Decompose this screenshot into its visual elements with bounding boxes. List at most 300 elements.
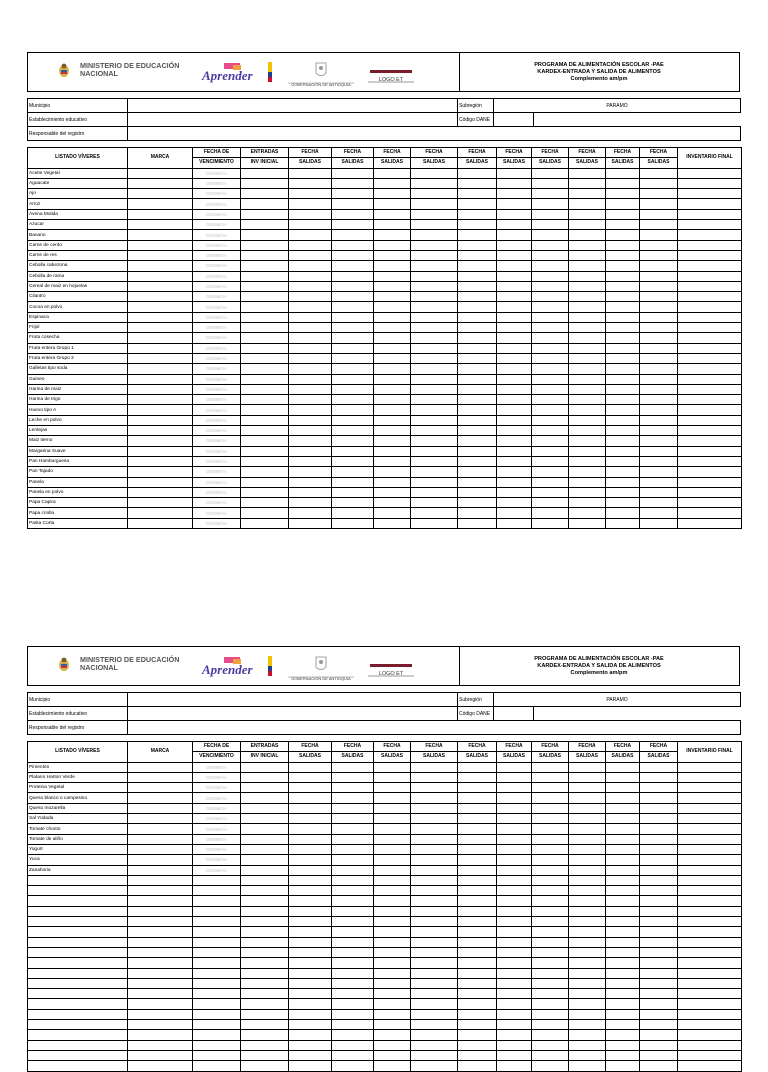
entradas-cell[interactable] xyxy=(241,1050,289,1060)
salidas-cell[interactable] xyxy=(569,783,606,793)
vencimiento-cell[interactable]: DD/MM/AA xyxy=(193,508,241,518)
inventario-final-cell[interactable] xyxy=(678,968,742,978)
entradas-cell[interactable] xyxy=(241,1020,289,1030)
salidas-cell[interactable] xyxy=(532,1040,569,1050)
salidas-cell[interactable] xyxy=(289,271,332,281)
salidas-cell[interactable] xyxy=(606,395,640,405)
vencimiento-cell[interactable] xyxy=(193,1020,241,1030)
salidas-cell[interactable] xyxy=(606,824,640,834)
salidas-cell[interactable] xyxy=(606,1030,640,1040)
salidas-cell[interactable] xyxy=(289,999,332,1009)
salidas-cell[interactable] xyxy=(374,886,411,896)
entradas-cell[interactable] xyxy=(241,343,289,353)
marca-cell[interactable] xyxy=(128,1009,193,1019)
salidas-cell[interactable] xyxy=(569,426,606,436)
salidas-cell[interactable] xyxy=(569,199,606,209)
salidas-cell[interactable] xyxy=(569,1030,606,1040)
salidas-cell[interactable] xyxy=(606,803,640,813)
salidas-cell[interactable] xyxy=(606,937,640,947)
entradas-cell[interactable] xyxy=(241,395,289,405)
marca-cell[interactable] xyxy=(128,875,193,885)
salidas-cell[interactable] xyxy=(569,189,606,199)
salidas-cell[interactable] xyxy=(569,353,606,363)
salidas-cell[interactable] xyxy=(532,1020,569,1030)
salidas-cell[interactable] xyxy=(332,927,374,937)
salidas-cell[interactable] xyxy=(374,405,411,415)
salidas-cell[interactable] xyxy=(640,364,678,374)
marca-cell[interactable] xyxy=(128,168,193,178)
salidas-cell[interactable] xyxy=(289,281,332,291)
vencimiento-cell[interactable]: DD/MM/AA xyxy=(193,793,241,803)
salidas-cell[interactable] xyxy=(374,1020,411,1030)
salidas-cell[interactable] xyxy=(606,498,640,508)
salidas-cell[interactable] xyxy=(532,886,569,896)
salidas-cell[interactable] xyxy=(332,1030,374,1040)
salidas-cell[interactable] xyxy=(497,446,532,456)
salidas-cell[interactable] xyxy=(332,793,374,803)
entradas-cell[interactable] xyxy=(241,333,289,343)
salidas-cell[interactable] xyxy=(606,178,640,188)
salidas-cell[interactable] xyxy=(374,364,411,374)
salidas-cell[interactable] xyxy=(640,978,678,988)
inventario-final-cell[interactable] xyxy=(678,844,742,854)
salidas-cell[interactable] xyxy=(332,199,374,209)
entradas-cell[interactable] xyxy=(241,405,289,415)
salidas-cell[interactable] xyxy=(411,937,458,947)
responsable-field[interactable] xyxy=(128,721,741,735)
salidas-cell[interactable] xyxy=(411,762,458,772)
vencimiento-cell[interactable] xyxy=(193,1030,241,1040)
salidas-cell[interactable] xyxy=(458,426,497,436)
salidas-cell[interactable] xyxy=(640,999,678,1009)
salidas-cell[interactable] xyxy=(497,824,532,834)
salidas-cell[interactable] xyxy=(374,209,411,219)
salidas-cell[interactable] xyxy=(289,220,332,230)
salidas-cell[interactable] xyxy=(458,896,497,906)
salidas-cell[interactable] xyxy=(411,814,458,824)
salidas-cell[interactable] xyxy=(497,487,532,497)
salidas-cell[interactable] xyxy=(606,518,640,528)
salidas-cell[interactable] xyxy=(532,426,569,436)
salidas-cell[interactable] xyxy=(640,323,678,333)
salidas-cell[interactable] xyxy=(532,374,569,384)
salidas-cell[interactable] xyxy=(569,250,606,260)
marca-cell[interactable] xyxy=(128,1061,193,1071)
salidas-cell[interactable] xyxy=(569,240,606,250)
salidas-cell[interactable] xyxy=(569,875,606,885)
salidas-cell[interactable] xyxy=(332,844,374,854)
salidas-cell[interactable] xyxy=(497,1009,532,1019)
salidas-cell[interactable] xyxy=(640,384,678,394)
inventario-final-cell[interactable] xyxy=(678,271,742,281)
salidas-cell[interactable] xyxy=(606,772,640,782)
salidas-cell[interactable] xyxy=(289,209,332,219)
salidas-cell[interactable] xyxy=(332,261,374,271)
salidas-cell[interactable] xyxy=(289,353,332,363)
salidas-cell[interactable] xyxy=(606,865,640,875)
salidas-cell[interactable] xyxy=(458,477,497,487)
salidas-cell[interactable] xyxy=(332,426,374,436)
vencimiento-cell[interactable]: DD/MM/AA xyxy=(193,803,241,813)
salidas-cell[interactable] xyxy=(289,168,332,178)
marca-cell[interactable] xyxy=(128,762,193,772)
marca-cell[interactable] xyxy=(128,783,193,793)
marca-cell[interactable] xyxy=(128,343,193,353)
salidas-cell[interactable] xyxy=(411,999,458,1009)
salidas-cell[interactable] xyxy=(332,906,374,916)
salidas-cell[interactable] xyxy=(640,762,678,772)
salidas-cell[interactable] xyxy=(458,271,497,281)
marca-cell[interactable] xyxy=(128,855,193,865)
salidas-cell[interactable] xyxy=(606,220,640,230)
salidas-cell[interactable] xyxy=(289,896,332,906)
inventario-final-cell[interactable] xyxy=(678,384,742,394)
vencimiento-cell[interactable]: DD/MM/AA xyxy=(193,395,241,405)
inventario-final-cell[interactable] xyxy=(678,323,742,333)
salidas-cell[interactable] xyxy=(289,958,332,968)
vencimiento-cell[interactable]: DD/MM/AA xyxy=(193,855,241,865)
entradas-cell[interactable] xyxy=(241,230,289,240)
salidas-cell[interactable] xyxy=(532,814,569,824)
marca-cell[interactable] xyxy=(128,989,193,999)
salidas-cell[interactable] xyxy=(458,1061,497,1071)
salidas-cell[interactable] xyxy=(374,968,411,978)
marca-cell[interactable] xyxy=(128,498,193,508)
entradas-cell[interactable] xyxy=(241,865,289,875)
salidas-cell[interactable] xyxy=(458,793,497,803)
salidas-cell[interactable] xyxy=(569,302,606,312)
salidas-cell[interactable] xyxy=(332,374,374,384)
vencimiento-cell[interactable] xyxy=(193,947,241,957)
salidas-cell[interactable] xyxy=(458,508,497,518)
salidas-cell[interactable] xyxy=(374,353,411,363)
salidas-cell[interactable] xyxy=(532,271,569,281)
marca-cell[interactable] xyxy=(128,281,193,291)
vencimiento-cell[interactable]: DD/MM/AA xyxy=(193,374,241,384)
salidas-cell[interactable] xyxy=(569,762,606,772)
salidas-cell[interactable] xyxy=(332,508,374,518)
marca-cell[interactable] xyxy=(128,261,193,271)
salidas-cell[interactable] xyxy=(569,937,606,947)
salidas-cell[interactable] xyxy=(606,487,640,497)
salidas-cell[interactable] xyxy=(569,343,606,353)
inventario-final-cell[interactable] xyxy=(678,487,742,497)
salidas-cell[interactable] xyxy=(332,875,374,885)
salidas-cell[interactable] xyxy=(458,323,497,333)
vencimiento-cell[interactable] xyxy=(193,886,241,896)
salidas-cell[interactable] xyxy=(532,384,569,394)
marca-cell[interactable] xyxy=(128,978,193,988)
salidas-cell[interactable] xyxy=(289,250,332,260)
salidas-cell[interactable] xyxy=(532,999,569,1009)
salidas-cell[interactable] xyxy=(411,189,458,199)
salidas-cell[interactable] xyxy=(569,364,606,374)
salidas-cell[interactable] xyxy=(532,467,569,477)
salidas-cell[interactable] xyxy=(411,333,458,343)
inventario-final-cell[interactable] xyxy=(678,834,742,844)
salidas-cell[interactable] xyxy=(411,250,458,260)
salidas-cell[interactable] xyxy=(532,855,569,865)
salidas-cell[interactable] xyxy=(374,415,411,425)
salidas-cell[interactable] xyxy=(458,518,497,528)
salidas-cell[interactable] xyxy=(332,240,374,250)
salidas-cell[interactable] xyxy=(606,978,640,988)
marca-cell[interactable] xyxy=(128,947,193,957)
inventario-final-cell[interactable] xyxy=(678,281,742,291)
salidas-cell[interactable] xyxy=(374,498,411,508)
inventario-final-cell[interactable] xyxy=(678,467,742,477)
salidas-cell[interactable] xyxy=(532,292,569,302)
salidas-cell[interactable] xyxy=(289,968,332,978)
salidas-cell[interactable] xyxy=(532,968,569,978)
salidas-cell[interactable] xyxy=(458,220,497,230)
salidas-cell[interactable] xyxy=(532,209,569,219)
salidas-cell[interactable] xyxy=(332,292,374,302)
salidas-cell[interactable] xyxy=(411,456,458,466)
salidas-cell[interactable] xyxy=(458,844,497,854)
salidas-cell[interactable] xyxy=(569,999,606,1009)
vencimiento-cell[interactable]: DD/MM/AA xyxy=(193,384,241,394)
inventario-final-cell[interactable] xyxy=(678,446,742,456)
salidas-cell[interactable] xyxy=(332,989,374,999)
salidas-cell[interactable] xyxy=(606,1009,640,1019)
salidas-cell[interactable] xyxy=(411,947,458,957)
marca-cell[interactable] xyxy=(128,927,193,937)
salidas-cell[interactable] xyxy=(569,855,606,865)
salidas-cell[interactable] xyxy=(569,1040,606,1050)
salidas-cell[interactable] xyxy=(606,968,640,978)
inventario-final-cell[interactable] xyxy=(678,1050,742,1060)
salidas-cell[interactable] xyxy=(458,762,497,772)
salidas-cell[interactable] xyxy=(497,364,532,374)
entradas-cell[interactable] xyxy=(241,281,289,291)
entradas-cell[interactable] xyxy=(241,978,289,988)
salidas-cell[interactable] xyxy=(374,189,411,199)
salidas-cell[interactable] xyxy=(458,1050,497,1060)
salidas-cell[interactable] xyxy=(458,937,497,947)
salidas-cell[interactable] xyxy=(532,772,569,782)
entradas-cell[interactable] xyxy=(241,1061,289,1071)
entradas-cell[interactable] xyxy=(241,250,289,260)
salidas-cell[interactable] xyxy=(289,783,332,793)
salidas-cell[interactable] xyxy=(640,312,678,322)
entradas-cell[interactable] xyxy=(241,426,289,436)
salidas-cell[interactable] xyxy=(332,436,374,446)
salidas-cell[interactable] xyxy=(289,1020,332,1030)
marca-cell[interactable] xyxy=(128,415,193,425)
salidas-cell[interactable] xyxy=(289,467,332,477)
salidas-cell[interactable] xyxy=(289,178,332,188)
salidas-cell[interactable] xyxy=(640,1061,678,1071)
salidas-cell[interactable] xyxy=(332,824,374,834)
salidas-cell[interactable] xyxy=(606,844,640,854)
salidas-cell[interactable] xyxy=(458,1040,497,1050)
salidas-cell[interactable] xyxy=(640,415,678,425)
salidas-cell[interactable] xyxy=(458,209,497,219)
vencimiento-cell[interactable]: DD/MM/AA xyxy=(193,834,241,844)
marca-cell[interactable] xyxy=(128,323,193,333)
salidas-cell[interactable] xyxy=(497,855,532,865)
vencimiento-cell[interactable] xyxy=(193,906,241,916)
salidas-cell[interactable] xyxy=(458,814,497,824)
entradas-cell[interactable] xyxy=(241,906,289,916)
salidas-cell[interactable] xyxy=(532,498,569,508)
salidas-cell[interactable] xyxy=(374,178,411,188)
marca-cell[interactable] xyxy=(128,865,193,875)
entradas-cell[interactable] xyxy=(241,220,289,230)
salidas-cell[interactable] xyxy=(332,1040,374,1050)
inventario-final-cell[interactable] xyxy=(678,783,742,793)
salidas-cell[interactable] xyxy=(411,803,458,813)
marca-cell[interactable] xyxy=(128,302,193,312)
salidas-cell[interactable] xyxy=(532,927,569,937)
vencimiento-cell[interactable]: DD/MM/AA xyxy=(193,302,241,312)
salidas-cell[interactable] xyxy=(289,947,332,957)
salidas-cell[interactable] xyxy=(332,302,374,312)
inventario-final-cell[interactable] xyxy=(678,220,742,230)
subregion-field[interactable] xyxy=(494,693,741,707)
salidas-cell[interactable] xyxy=(569,312,606,322)
salidas-cell[interactable] xyxy=(606,875,640,885)
salidas-cell[interactable] xyxy=(374,456,411,466)
salidas-cell[interactable] xyxy=(606,302,640,312)
responsable-field[interactable] xyxy=(128,127,741,141)
salidas-cell[interactable] xyxy=(569,927,606,937)
salidas-cell[interactable] xyxy=(332,886,374,896)
salidas-cell[interactable] xyxy=(332,958,374,968)
salidas-cell[interactable] xyxy=(374,333,411,343)
salidas-cell[interactable] xyxy=(289,395,332,405)
salidas-cell[interactable] xyxy=(374,292,411,302)
vencimiento-cell[interactable]: DD/MM/AA xyxy=(193,477,241,487)
inventario-final-cell[interactable] xyxy=(678,855,742,865)
salidas-cell[interactable] xyxy=(411,374,458,384)
salidas-cell[interactable] xyxy=(332,896,374,906)
inventario-final-cell[interactable] xyxy=(678,1030,742,1040)
salidas-cell[interactable] xyxy=(532,917,569,927)
salidas-cell[interactable] xyxy=(332,917,374,927)
salidas-cell[interactable] xyxy=(374,230,411,240)
salidas-cell[interactable] xyxy=(497,209,532,219)
salidas-cell[interactable] xyxy=(497,312,532,322)
salidas-cell[interactable] xyxy=(640,1050,678,1060)
salidas-cell[interactable] xyxy=(569,886,606,896)
salidas-cell[interactable] xyxy=(532,1009,569,1019)
salidas-cell[interactable] xyxy=(606,281,640,291)
salidas-cell[interactable] xyxy=(411,312,458,322)
salidas-cell[interactable] xyxy=(458,446,497,456)
salidas-cell[interactable] xyxy=(332,353,374,363)
salidas-cell[interactable] xyxy=(332,230,374,240)
salidas-cell[interactable] xyxy=(640,446,678,456)
salidas-cell[interactable] xyxy=(640,487,678,497)
salidas-cell[interactable] xyxy=(640,395,678,405)
marca-cell[interactable] xyxy=(128,250,193,260)
salidas-cell[interactable] xyxy=(374,250,411,260)
salidas-cell[interactable] xyxy=(640,958,678,968)
salidas-cell[interactable] xyxy=(374,855,411,865)
salidas-cell[interactable] xyxy=(458,1030,497,1040)
salidas-cell[interactable] xyxy=(497,508,532,518)
salidas-cell[interactable] xyxy=(569,281,606,291)
salidas-cell[interactable] xyxy=(411,1030,458,1040)
salidas-cell[interactable] xyxy=(640,886,678,896)
salidas-cell[interactable] xyxy=(458,199,497,209)
salidas-cell[interactable] xyxy=(289,855,332,865)
salidas-cell[interactable] xyxy=(411,927,458,937)
salidas-cell[interactable] xyxy=(332,250,374,260)
marca-cell[interactable] xyxy=(128,487,193,497)
vencimiento-cell[interactable]: DD/MM/AA xyxy=(193,343,241,353)
salidas-cell[interactable] xyxy=(640,937,678,947)
entradas-cell[interactable] xyxy=(241,168,289,178)
salidas-cell[interactable] xyxy=(411,1020,458,1030)
salidas-cell[interactable] xyxy=(458,855,497,865)
inventario-final-cell[interactable] xyxy=(678,209,742,219)
salidas-cell[interactable] xyxy=(532,168,569,178)
salidas-cell[interactable] xyxy=(532,518,569,528)
salidas-cell[interactable] xyxy=(569,814,606,824)
salidas-cell[interactable] xyxy=(458,230,497,240)
salidas-cell[interactable] xyxy=(640,518,678,528)
salidas-cell[interactable] xyxy=(374,803,411,813)
inventario-final-cell[interactable] xyxy=(678,906,742,916)
salidas-cell[interactable] xyxy=(374,947,411,957)
salidas-cell[interactable] xyxy=(289,302,332,312)
salidas-cell[interactable] xyxy=(332,1020,374,1030)
salidas-cell[interactable] xyxy=(640,1030,678,1040)
salidas-cell[interactable] xyxy=(458,978,497,988)
salidas-cell[interactable] xyxy=(532,896,569,906)
entradas-cell[interactable] xyxy=(241,793,289,803)
inventario-final-cell[interactable] xyxy=(678,240,742,250)
salidas-cell[interactable] xyxy=(458,384,497,394)
salidas-cell[interactable] xyxy=(374,436,411,446)
salidas-cell[interactable] xyxy=(569,456,606,466)
marca-cell[interactable] xyxy=(128,1020,193,1030)
entradas-cell[interactable] xyxy=(241,292,289,302)
salidas-cell[interactable] xyxy=(458,886,497,896)
salidas-cell[interactable] xyxy=(411,906,458,916)
salidas-cell[interactable] xyxy=(411,230,458,240)
salidas-cell[interactable] xyxy=(458,1009,497,1019)
salidas-cell[interactable] xyxy=(532,783,569,793)
salidas-cell[interactable] xyxy=(411,518,458,528)
inventario-final-cell[interactable] xyxy=(678,333,742,343)
salidas-cell[interactable] xyxy=(640,917,678,927)
marca-cell[interactable] xyxy=(128,199,193,209)
entradas-cell[interactable] xyxy=(241,814,289,824)
vencimiento-cell[interactable]: DD/MM/AA xyxy=(193,436,241,446)
salidas-cell[interactable] xyxy=(569,1009,606,1019)
salidas-cell[interactable] xyxy=(640,333,678,343)
entradas-cell[interactable] xyxy=(241,917,289,927)
salidas-cell[interactable] xyxy=(606,271,640,281)
salidas-cell[interactable] xyxy=(374,508,411,518)
salidas-cell[interactable] xyxy=(569,917,606,927)
salidas-cell[interactable] xyxy=(569,518,606,528)
marca-cell[interactable] xyxy=(128,958,193,968)
entradas-cell[interactable] xyxy=(241,487,289,497)
marca-cell[interactable] xyxy=(128,271,193,281)
salidas-cell[interactable] xyxy=(640,405,678,415)
vencimiento-cell[interactable]: DD/MM/AA xyxy=(193,762,241,772)
salidas-cell[interactable] xyxy=(640,477,678,487)
salidas-cell[interactable] xyxy=(458,989,497,999)
salidas-cell[interactable] xyxy=(411,958,458,968)
salidas-cell[interactable] xyxy=(532,364,569,374)
salidas-cell[interactable] xyxy=(411,477,458,487)
